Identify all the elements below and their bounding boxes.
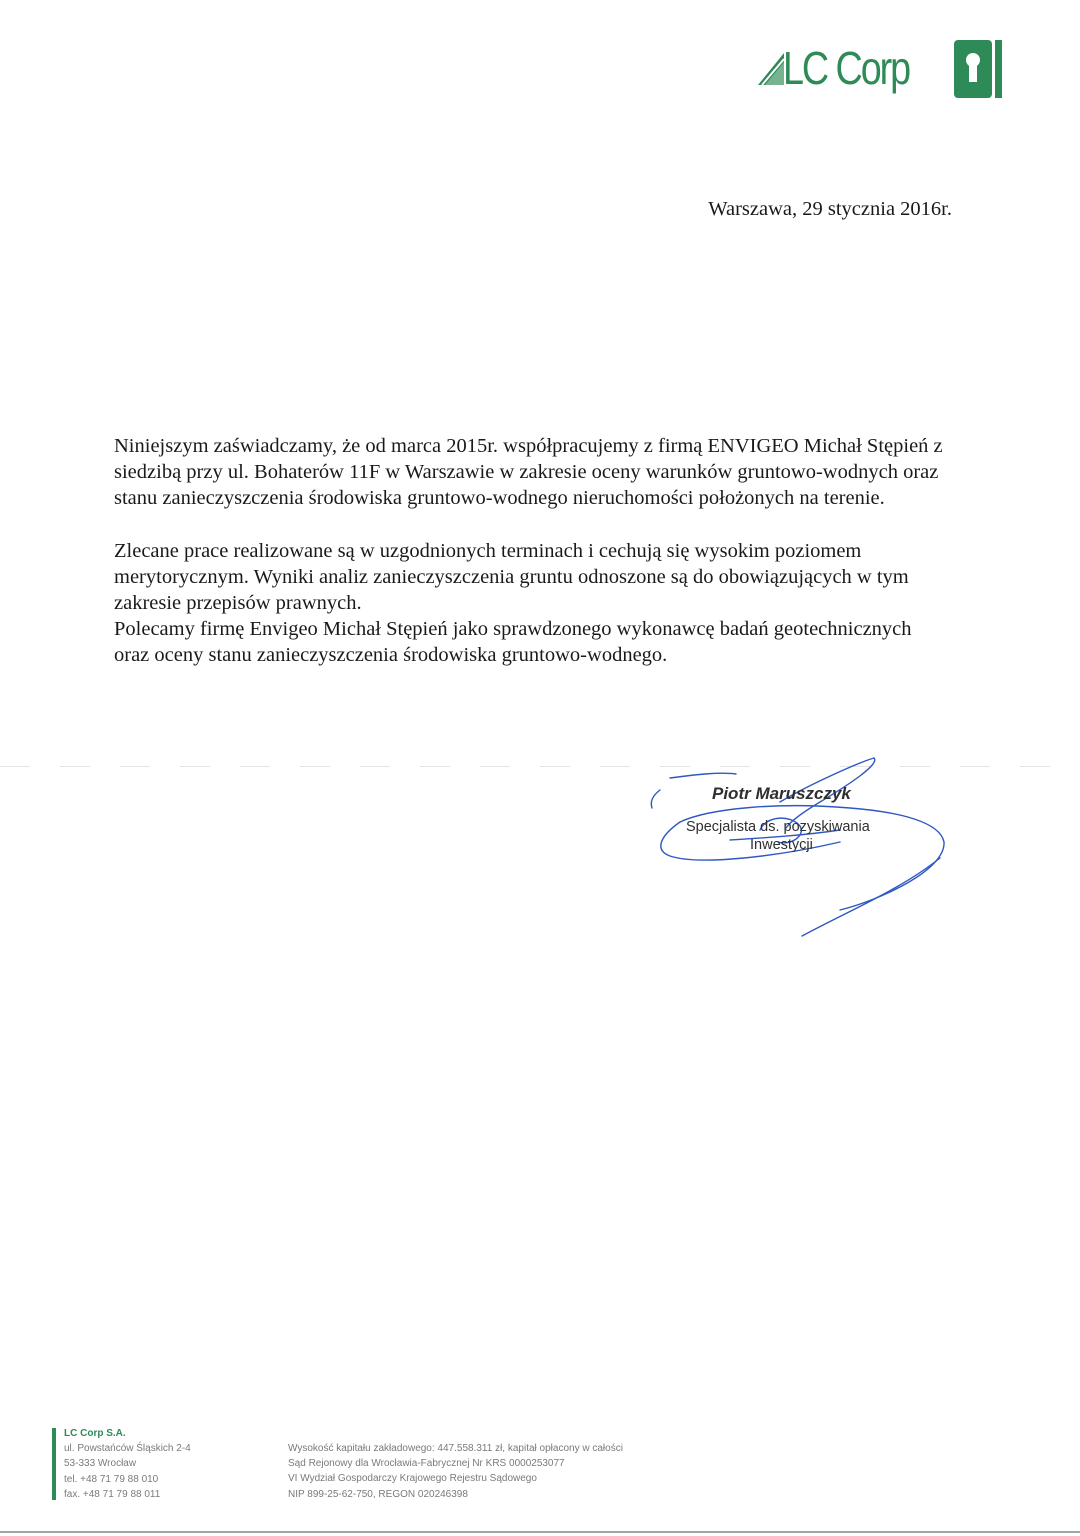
footer-phone: tel. +48 71 79 88 010 xyxy=(64,1473,159,1485)
footer-tax-ids: NIP 899-25-62-750, REGON 020246398 xyxy=(288,1488,468,1500)
footer-division: VI Wydział Gospodarczy Krajowego Rejestru Sądowego xyxy=(288,1473,537,1485)
footer-fax: fax. +48 71 79 88 011 xyxy=(64,1488,161,1500)
paragraph-2: Zlecane prace realizowane są w uzgodnionych terminach i cechują się wysokim poziomem merytorycznym. Wyniki analiz zanieczyszczenia gruntu odnoszone są do obowiązujących w tym zakresie przepisów prawnych. xyxy=(114,539,909,615)
signatory-title-line-2: Inwestycji xyxy=(750,837,813,853)
footer-accent-bar xyxy=(52,1428,56,1500)
signatory-title-line-1: Specjalista ds. pozyskiwania xyxy=(686,819,870,835)
letter-body xyxy=(114,433,944,669)
letter-date: Warszawa, 29 stycznia 2016r. xyxy=(708,198,952,220)
company-logo xyxy=(756,38,1006,100)
footer-address-line-2: 53-333 Wrocław xyxy=(64,1458,137,1470)
paragraph-1: Niniejszym zaświadczamy, że od marca 2015r. współpracujemy z firmą ENVIGEO Michał Stępień z siedzibą przy ul. Bohaterów 11F w Warszawie w zakresie oceny warunków gruntowo-wodnych oraz stanu zanieczyszczenia środowiska gruntowo-wodnego nieruchomości położonych na terenie. xyxy=(114,435,943,510)
signature-stamp xyxy=(640,750,960,950)
footer-company-name: LC Corp S.A. xyxy=(64,1428,126,1439)
footer-address-line-1: ul. Powstańców Śląskich 2-4 xyxy=(64,1443,191,1455)
paragraph-3: Polecamy firmę Envigeo Michał Stępień jako sprawdzonego wykonawcę badań geotechnicznych oraz oceny stanu zanieczyszczenia środowiska gruntowo-wodnego. xyxy=(114,618,912,667)
footer-court: Sąd Rejonowy dla Wrocławia-Fabrycznej Nr KRS 0000253077 xyxy=(288,1458,565,1470)
footer-capital: Wysokość kapitału zakładowego: 447.558.311 zł, kapitał opłacony w całości xyxy=(288,1443,623,1454)
footer-contact xyxy=(64,1426,191,1502)
footer-registry xyxy=(288,1441,623,1502)
keyhole-icon xyxy=(954,38,1004,100)
bottom-divider xyxy=(0,1531,1080,1533)
logo-text: LC Corp xyxy=(783,42,910,94)
signatory-name: Piotr Maruszczyk xyxy=(712,784,851,803)
